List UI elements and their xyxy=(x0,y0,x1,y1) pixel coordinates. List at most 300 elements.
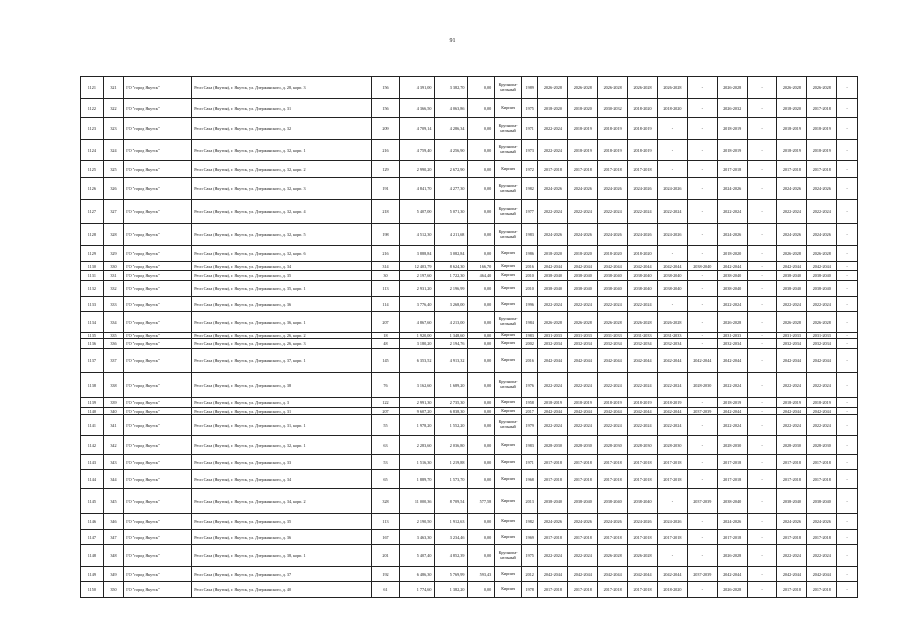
cell-wall-material: Кирпич xyxy=(495,339,522,349)
cell-nonres-area: 0,00 xyxy=(468,246,495,262)
cell-row-index: 1136 xyxy=(81,339,104,349)
cell-address: Респ Саха (Якутия), г. Якутск, ул. Дзержинского, д. 26, корп. 2 xyxy=(192,333,371,339)
cell-row-index: 1123 xyxy=(81,118,104,140)
table-row xyxy=(81,489,858,514)
cell-work-10: 2017-2018 xyxy=(807,161,837,178)
cell-nonres-area: 0,00 xyxy=(468,312,495,333)
cell-work-9: 2022-2024 xyxy=(777,415,807,436)
cell-work-7: 2022-2024 xyxy=(717,200,747,224)
cell-work-5: 2032-2034 xyxy=(657,339,687,349)
cell-extra: - xyxy=(837,415,858,436)
cell-apartments: 314 xyxy=(371,262,400,271)
cell-work-9: 2022-2024 xyxy=(777,373,807,398)
cell-work-1: 2022-2024 xyxy=(538,118,568,140)
cell-row-index: 1132 xyxy=(81,281,104,297)
cell-work-2: 2042-2044 xyxy=(568,408,598,415)
cell-work-2: 2017-2018 xyxy=(568,582,598,598)
cell-row-index: 1135 xyxy=(81,333,104,339)
cell-living-area: 3 234,46 xyxy=(435,530,468,545)
cell-municipality: ГО "город Якутск" xyxy=(124,582,192,598)
cell-work-3: 2024-2026 xyxy=(598,178,628,200)
cell-living-area: 1 552,20 xyxy=(435,415,468,436)
cell-apartments: 216 xyxy=(371,140,400,161)
cell-extra: - xyxy=(837,312,858,333)
cell-work-6: - xyxy=(687,297,717,312)
cell-work-8: - xyxy=(747,312,777,333)
cell-municipality: ГО "город Якутск" xyxy=(124,339,192,349)
cell-work-4: 2022-2024 xyxy=(628,297,658,312)
cell-item-number: 333 xyxy=(103,297,124,312)
cell-work-7: 2038-2040 xyxy=(717,489,747,514)
cell-work-7: 2028-2030 xyxy=(717,436,747,455)
cell-work-10: 2022-2024 xyxy=(807,297,837,312)
cell-year-built: 1986 xyxy=(521,246,537,262)
cell-work-9: 2042-2044 xyxy=(777,408,807,415)
cell-total-area: 4 512,30 xyxy=(400,224,435,246)
cell-year-built: 1975 xyxy=(521,545,537,567)
cell-nonres-area: 0,00 xyxy=(468,178,495,200)
cell-wall-material: Кирпич xyxy=(495,567,522,582)
cell-row-index: 1142 xyxy=(81,436,104,455)
cell-item-number: 340 xyxy=(103,408,124,415)
cell-total-area: 9 607,20 xyxy=(400,408,435,415)
cell-address: Респ Саха (Якутия), г. Якутск, ул. Дзержинского, д. 32 xyxy=(192,118,371,140)
cell-work-3: 2031-2033 xyxy=(598,333,628,339)
cell-work-2: 2028-2030 xyxy=(568,436,598,455)
cell-work-10: 2017-2018 xyxy=(807,582,837,598)
table-row xyxy=(81,408,858,415)
cell-work-1: 2022-2024 xyxy=(538,200,568,224)
cell-work-5: 2038-2040 xyxy=(657,271,687,281)
cell-work-10: 2042-2044 xyxy=(807,567,837,582)
cell-address: Респ Саха (Якутия), г. Якутск, ул. Дзержинского, д. 38, корп. 1 xyxy=(192,545,371,567)
cell-work-1: 2022-2024 xyxy=(538,545,568,567)
cell-work-3: 2018-2019 xyxy=(598,140,628,161)
cell-item-number: 336 xyxy=(103,339,124,349)
table-row xyxy=(81,545,858,567)
cell-work-7: 2026-2028 xyxy=(717,582,747,598)
cell-work-3: 2018-2019 xyxy=(598,398,628,408)
cell-apartments: 53 xyxy=(371,455,400,470)
cell-work-5: 2017-2018 xyxy=(657,455,687,470)
cell-work-8: - xyxy=(747,567,777,582)
cell-work-8: - xyxy=(747,349,777,373)
cell-work-8: - xyxy=(747,530,777,545)
cell-apartments: 145 xyxy=(371,349,400,373)
cell-municipality: ГО "город Якутск" xyxy=(124,567,192,582)
cell-work-3: 2028-2030 xyxy=(598,436,628,455)
cell-total-area: 3 180,20 xyxy=(400,339,435,349)
cell-work-10: 2017-2018 xyxy=(807,530,837,545)
cell-work-10: 2032-2034 xyxy=(807,339,837,349)
cell-extra: - xyxy=(837,582,858,598)
cell-work-8: - xyxy=(747,489,777,514)
cell-work-8: - xyxy=(747,415,777,436)
cell-item-number: 347 xyxy=(103,530,124,545)
cell-work-9: 2022-2024 xyxy=(777,297,807,312)
cell-item-number: 322 xyxy=(103,99,124,118)
cell-apartments: 156 xyxy=(371,77,400,99)
cell-address: Респ Саха (Якутия), г. Якутск, ул. Дзержинского, д. 34 xyxy=(192,470,371,489)
cell-address: Респ Саха (Якутия), г. Якутск, ул. Дзержинского, д. 36, корп. 1 xyxy=(192,312,371,333)
cell-work-7: 2031-2033 xyxy=(717,333,747,339)
cell-work-9: 2017-2018 xyxy=(777,470,807,489)
cell-year-built: 1983 xyxy=(521,436,537,455)
cell-year-built: 1978 xyxy=(521,582,537,598)
cell-apartments: 48 xyxy=(371,339,400,349)
cell-work-7: 2026-2028 xyxy=(717,312,747,333)
cell-extra: - xyxy=(837,281,858,297)
cell-year-built: 1971 xyxy=(521,118,537,140)
cell-year-built: 1969 xyxy=(521,530,537,545)
cell-work-3: 2018-2019 xyxy=(598,118,628,140)
cell-work-3: 2022-2024 xyxy=(598,200,628,224)
cell-nonres-area: 0,00 xyxy=(468,281,495,297)
cell-work-1: 2018-2020 xyxy=(538,246,568,262)
cell-work-1: 2026-2028 xyxy=(538,312,568,333)
cell-living-area: 2 036,80 xyxy=(435,436,468,455)
cell-work-9: 2017-2018 xyxy=(777,455,807,470)
cell-nonres-area: 0,00 xyxy=(468,514,495,530)
cell-address: Респ Саха (Якутия), г. Якутск, ул. Дзержинского, д. 31 xyxy=(192,408,371,415)
cell-total-area: 2 990,20 xyxy=(400,161,435,178)
cell-nonres-area: 0,00 xyxy=(468,373,495,398)
cell-work-1: 2022-2024 xyxy=(538,415,568,436)
cell-work-8: - xyxy=(747,99,777,118)
cell-total-area: 3 776,40 xyxy=(400,297,435,312)
cell-work-7: 2026-2028 xyxy=(717,545,747,567)
cell-work-6: - xyxy=(687,436,717,455)
cell-municipality: ГО "город Якутск" xyxy=(124,224,192,246)
cell-address: Респ Саха (Якутия), г. Якутск, ул. Дзержинского, д. 33 xyxy=(192,455,371,470)
cell-nonres-area: 0,00 xyxy=(468,415,495,436)
cell-work-1: 2038-2040 xyxy=(538,271,568,281)
cell-year-built: 2017 xyxy=(521,408,537,415)
cell-work-3: 2042-2044 xyxy=(598,408,628,415)
cell-work-4: 2017-2018 xyxy=(628,161,658,178)
cell-work-6: - xyxy=(687,200,717,224)
cell-row-index: 1139 xyxy=(81,398,104,408)
cell-nonres-area: 0,00 xyxy=(468,77,495,99)
cell-work-1: 2018-2020 xyxy=(538,99,568,118)
cell-work-9: 2017-2018 xyxy=(777,582,807,598)
cell-work-9: 2024-2026 xyxy=(777,514,807,530)
cell-work-4: 2038-2040 xyxy=(628,489,658,514)
cell-year-built: 1982 xyxy=(521,514,537,530)
cell-extra: - xyxy=(837,489,858,514)
cell-extra: - xyxy=(837,178,858,200)
cell-total-area: 1 889,70 xyxy=(400,470,435,489)
cell-extra: - xyxy=(837,530,858,545)
cell-extra: - xyxy=(837,297,858,312)
cell-year-built: 2002 xyxy=(521,339,537,349)
cell-work-4: 2018-2019 xyxy=(628,118,658,140)
cell-work-3: 2022-2024 xyxy=(598,415,628,436)
cell-work-2: 2024-2026 xyxy=(568,514,598,530)
cell-work-2: 2022-2024 xyxy=(568,415,598,436)
cell-nonres-area: 0,00 xyxy=(468,530,495,545)
table-row xyxy=(81,262,858,271)
page-number: 91 xyxy=(449,38,456,44)
table-row xyxy=(81,77,858,99)
cell-work-5: - xyxy=(657,118,687,140)
cell-work-6: - xyxy=(687,77,717,99)
cell-work-2: 2026-2028 xyxy=(568,312,598,333)
cell-work-3: 2038-2040 xyxy=(598,271,628,281)
cell-year-built: 1975 xyxy=(521,99,537,118)
cell-year-built: 1971 xyxy=(521,455,537,470)
cell-work-2: 2017-2018 xyxy=(568,161,598,178)
cell-extra: - xyxy=(837,271,858,281)
cell-work-7: 2017-2018 xyxy=(717,470,747,489)
cell-work-9: 2024-2026 xyxy=(777,178,807,200)
cell-wall-material: Крупнопа-нельный xyxy=(495,373,522,398)
cell-extra: - xyxy=(837,262,858,271)
cell-total-area: 4 391,00 xyxy=(400,77,435,99)
cell-work-2: 2038-2040 xyxy=(568,489,598,514)
cell-work-5: 2042-2044 xyxy=(657,567,687,582)
cell-work-8: - xyxy=(747,178,777,200)
cell-extra: - xyxy=(837,470,858,489)
cell-wall-material: Крупнопа-нельный xyxy=(495,178,522,200)
cell-work-10: 2042-2044 xyxy=(807,349,837,373)
cell-living-area: 4 063,86 xyxy=(435,99,468,118)
cell-work-5: 2022-2024 xyxy=(657,415,687,436)
cell-address: Респ Саха (Якутия), г. Якутск, ул. Дзержинского, д. 26, корп. 3 xyxy=(192,339,371,349)
cell-work-5: - xyxy=(657,545,687,567)
cell-total-area: 2 283,60 xyxy=(400,436,435,455)
cell-work-10: 2022-2024 xyxy=(807,373,837,398)
cell-apartments: 207 xyxy=(371,312,400,333)
cell-row-index: 1145 xyxy=(81,489,104,514)
housing-register-table xyxy=(80,76,858,598)
cell-nonres-area: 0,00 xyxy=(468,436,495,455)
cell-year-built: 1973 xyxy=(521,140,537,161)
table-row xyxy=(81,297,858,312)
cell-municipality: ГО "город Якутск" xyxy=(124,514,192,530)
cell-total-area: 12 403,79 xyxy=(400,262,435,271)
cell-living-area: 4 852,39 xyxy=(435,545,468,567)
cell-total-area: 2 931,20 xyxy=(400,281,435,297)
cell-living-area: 1 348,60 xyxy=(435,333,468,339)
cell-work-4: 2017-2018 xyxy=(628,530,658,545)
cell-work-6: 2038-2040 xyxy=(687,262,717,271)
cell-work-8: - xyxy=(747,408,777,415)
cell-total-area: 1 516,30 xyxy=(400,455,435,470)
cell-municipality: ГО "город Якутск" xyxy=(124,415,192,436)
cell-work-4: 2018-2020 xyxy=(628,246,658,262)
cell-row-index: 1150 xyxy=(81,582,104,598)
cell-work-8: - xyxy=(747,582,777,598)
cell-work-2: 2042-2044 xyxy=(568,262,598,271)
cell-address: Респ Саха (Якутия), г. Якутск, ул. Дзержинского, д. 32, корп. 4 xyxy=(192,200,371,224)
cell-extra: - xyxy=(837,567,858,582)
cell-municipality: ГО "город Якутск" xyxy=(124,312,192,333)
cell-work-6: - xyxy=(687,415,717,436)
cell-year-built: 2016 xyxy=(521,349,537,373)
cell-work-3: 2032-2034 xyxy=(598,339,628,349)
cell-row-index: 1126 xyxy=(81,178,104,200)
cell-work-5: 2024-2026 xyxy=(657,224,687,246)
cell-work-5: 2024-2026 xyxy=(657,178,687,200)
cell-work-8: - xyxy=(747,200,777,224)
cell-year-built: 1958 xyxy=(521,398,537,408)
cell-work-8: - xyxy=(747,140,777,161)
cell-address: Респ Саха (Якутия), г. Якутск, ул. Дзержинского, д. 36 xyxy=(192,297,371,312)
cell-work-8: - xyxy=(747,118,777,140)
cell-total-area: 4 867,60 xyxy=(400,312,435,333)
cell-year-built: 1996 xyxy=(521,297,537,312)
cell-work-2: 2017-2018 xyxy=(568,455,598,470)
cell-work-7: 2018-2019 xyxy=(717,140,747,161)
cell-apartments: 76 xyxy=(371,373,400,398)
cell-work-8: - xyxy=(747,246,777,262)
cell-item-number: 329 xyxy=(103,246,124,262)
cell-living-area: 4 211,68 xyxy=(435,224,468,246)
cell-work-1: 2017-2018 xyxy=(538,470,568,489)
cell-work-2: 2024-2026 xyxy=(568,224,598,246)
cell-nonres-area: 166,70 xyxy=(468,262,495,271)
cell-living-area: 1 573,70 xyxy=(435,470,468,489)
cell-apartments: 216 xyxy=(371,246,400,262)
cell-work-2: 2032-2034 xyxy=(568,339,598,349)
cell-living-area: 8 624,30 xyxy=(435,262,468,271)
cell-work-3: 2038-2040 xyxy=(598,489,628,514)
cell-nonres-area: 0,00 xyxy=(468,455,495,470)
cell-municipality: ГО "город Якутск" xyxy=(124,530,192,545)
cell-apartments: 156 xyxy=(371,99,400,118)
cell-work-7: 2042-2044 xyxy=(717,408,747,415)
cell-work-6: - xyxy=(687,246,717,262)
cell-total-area: 4 366,50 xyxy=(400,99,435,118)
table-row xyxy=(81,349,858,373)
cell-row-index: 1149 xyxy=(81,567,104,582)
cell-work-5: 2042-2044 xyxy=(657,349,687,373)
cell-work-1: 2017-2018 xyxy=(538,161,568,178)
cell-work-8: - xyxy=(747,224,777,246)
cell-total-area: 11 000,36 xyxy=(400,489,435,514)
cell-work-10: 2017-2018 xyxy=(807,99,837,118)
cell-row-index: 1148 xyxy=(81,545,104,567)
cell-row-index: 1133 xyxy=(81,297,104,312)
cell-total-area: 3 888,84 xyxy=(400,246,435,262)
cell-extra: - xyxy=(837,118,858,140)
cell-work-10: 2017-2018 xyxy=(807,470,837,489)
cell-item-number: 348 xyxy=(103,545,124,567)
cell-total-area: 2 991,30 xyxy=(400,398,435,408)
cell-work-8: - xyxy=(747,77,777,99)
cell-work-10: 2022-2024 xyxy=(807,200,837,224)
cell-work-9: 2022-2024 xyxy=(777,200,807,224)
cell-work-4: 2017-2018 xyxy=(628,455,658,470)
cell-work-3: 2017-2018 xyxy=(598,470,628,489)
cell-nonres-area: 0,00 xyxy=(468,398,495,408)
cell-work-10: 2042-2044 xyxy=(807,408,837,415)
cell-municipality: ГО "город Якутск" xyxy=(124,398,192,408)
cell-wall-material: Крупнопа-нельный xyxy=(495,224,522,246)
cell-work-6: 2042-2044 xyxy=(687,349,717,373)
cell-year-built: 2016 xyxy=(521,262,537,271)
cell-work-10: 2038-2040 xyxy=(807,281,837,297)
cell-work-2: 2018-2020 xyxy=(568,99,598,118)
cell-apartments: 218 xyxy=(371,200,400,224)
cell-row-index: 1121 xyxy=(81,77,104,99)
cell-total-area: 4 709,14 xyxy=(400,118,435,140)
cell-work-5: 2018-2019 xyxy=(657,398,687,408)
cell-nonres-area: 0,00 xyxy=(468,140,495,161)
cell-wall-material: Кирпич xyxy=(495,271,522,281)
cell-work-10: 2026-2028 xyxy=(807,246,837,262)
cell-apartments: 191 xyxy=(371,178,400,200)
cell-work-4: 2022-2024 xyxy=(628,200,658,224)
cell-municipality: ГО "город Якутск" xyxy=(124,99,192,118)
cell-municipality: ГО "город Якутск" xyxy=(124,118,192,140)
cell-municipality: ГО "город Якутск" xyxy=(124,470,192,489)
cell-work-6: - xyxy=(687,470,717,489)
cell-work-5: 2042-2044 xyxy=(657,408,687,415)
cell-wall-material: Кирпич xyxy=(495,470,522,489)
cell-row-index: 1147 xyxy=(81,530,104,545)
cell-work-2: 2022-2024 xyxy=(568,200,598,224)
cell-row-index: 1128 xyxy=(81,224,104,246)
cell-apartments: 192 xyxy=(371,567,400,582)
cell-year-built: 1983 xyxy=(521,333,537,339)
cell-work-9: 2026-2028 xyxy=(777,77,807,99)
cell-nonres-area: 0,00 xyxy=(468,339,495,349)
cell-wall-material: Кирпич xyxy=(495,582,522,598)
cell-municipality: ГО "город Якутск" xyxy=(124,436,192,455)
cell-work-6: - xyxy=(687,514,717,530)
cell-work-10: 2024-2026 xyxy=(807,514,837,530)
cell-row-index: 1125 xyxy=(81,161,104,178)
cell-item-number: 346 xyxy=(103,514,124,530)
cell-work-4: 2022-2024 xyxy=(628,415,658,436)
cell-work-7: 2042-2044 xyxy=(717,567,747,582)
cell-wall-material: Кирпич xyxy=(495,246,522,262)
cell-row-index: 1130 xyxy=(81,262,104,271)
cell-living-area: 5 769,99 xyxy=(435,567,468,582)
cell-municipality: ГО "город Якутск" xyxy=(124,77,192,99)
cell-work-6: - xyxy=(687,545,717,567)
cell-work-7: 2038-2040 xyxy=(717,271,747,281)
cell-item-number: 342 xyxy=(103,436,124,455)
cell-apartments: 328 xyxy=(371,489,400,514)
cell-address: Респ Саха (Якутия), г. Якутск, ул. Дзержинского, д. 32, корп. 1 xyxy=(192,140,371,161)
cell-work-9: 2038-2040 xyxy=(777,281,807,297)
cell-work-5: 2031-2033 xyxy=(657,333,687,339)
cell-apartments: 63 xyxy=(371,436,400,455)
cell-work-4: 2018-2020 xyxy=(628,99,658,118)
cell-municipality: ГО "город Якутск" xyxy=(124,140,192,161)
cell-work-3: 2017-2018 xyxy=(598,530,628,545)
cell-work-6: 2028-2030 xyxy=(687,373,717,398)
cell-work-6: - xyxy=(687,455,717,470)
cell-apartments: 114 xyxy=(371,297,400,312)
cell-address: Респ Саха (Якутия), г. Якутск, ул. Дзержинского, д. 32, корп. 5 xyxy=(192,224,371,246)
cell-address: Респ Саха (Якутия), г. Якутск, ул. Дзержинского, д. 35, корп. 1 xyxy=(192,281,371,297)
cell-work-1: 2038-2040 xyxy=(538,281,568,297)
cell-work-6: - xyxy=(687,271,717,281)
cell-work-10: 2018-2019 xyxy=(807,118,837,140)
cell-work-9: 2022-2024 xyxy=(777,545,807,567)
cell-total-area: 3 162,60 xyxy=(400,373,435,398)
table-row xyxy=(81,582,858,598)
cell-address: Респ Саха (Якутия), г. Якутск, ул. Дзержинского, д. 35 xyxy=(192,514,371,530)
cell-municipality: ГО "город Якутск" xyxy=(124,297,192,312)
cell-year-built: 1977 xyxy=(521,200,537,224)
cell-address: Респ Саха (Якутия), г. Якутск, ул. Дзержинского, д. 37 xyxy=(192,567,371,582)
cell-wall-material: Кирпич xyxy=(495,349,522,373)
